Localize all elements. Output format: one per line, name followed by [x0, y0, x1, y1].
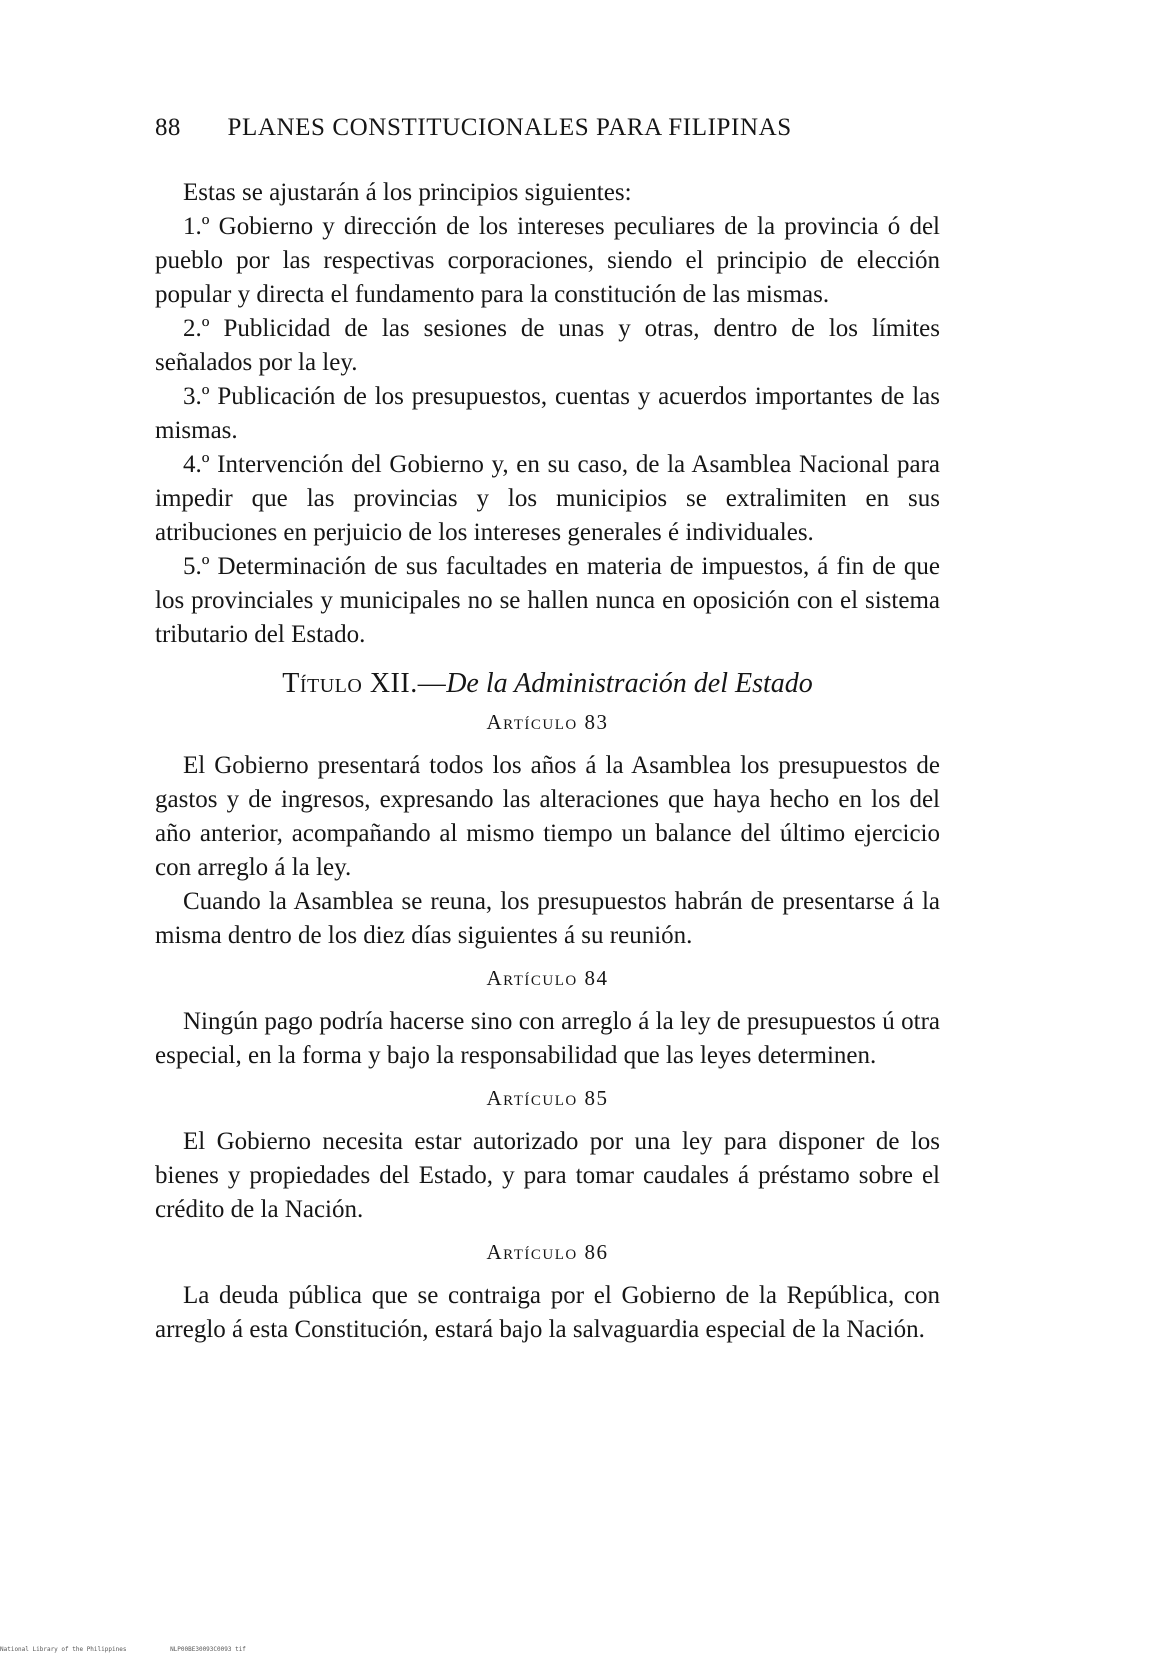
principle-1: 1.º Gobierno y dirección de los intereses peculiares de la provincia ó del pueblo por las respectivas corporaciones, siendo el principio de elección popular y directa el fundamento para la constitución de las mismas.	[155, 213, 940, 308]
article-86-heading: Artículo 86	[486, 1240, 609, 1264]
section-title-label: Título XII.—	[282, 668, 447, 699]
principle-5: 5.º Determinación de sus facultades en materia de impuestos, á fin de que los provinciales y municipales no se hallen nunca en oposición con el sistema tributario del Estado.	[155, 553, 940, 648]
footer-code: NLP00BE30093C0093 tif	[170, 1646, 246, 1653]
article-84-paragraph: Ningún pago podría hacerse sino con arreglo á la ley de presupuestos ú otra especial, en la forma y bajo la responsabilidad que las leyes determinen.	[155, 1008, 940, 1069]
scan-footer	[0, 1646, 286, 1653]
principle-3: 3.º Publicación de los presupuestos, cuentas y acuerdos importantes de las mismas.	[155, 383, 940, 444]
section-title	[155, 667, 940, 701]
page-number: 88	[155, 114, 181, 141]
article-85-heading: Artículo 85	[486, 1086, 609, 1110]
page-body	[155, 176, 940, 1347]
section-title-subtitle: De la Administración del Estado	[446, 668, 813, 699]
footer-library: National Library of the Philippines	[0, 1646, 127, 1653]
article-83-heading: Artículo 83	[486, 710, 609, 734]
principle-2: 2.º Publicidad de las sesiones de unas y otras, dentro de los límites señalados por la ley.	[155, 315, 940, 376]
article-85-paragraph: El Gobierno necesita estar autorizado por una ley para disponer de los bienes y propiedades del Estado, y para tomar caudales á préstamo sobre el crédito de la Nación.	[155, 1128, 940, 1223]
article-83-paragraph-1: El Gobierno presentará todos los años á la Asamblea los presupuestos de gastos y de ingresos, expresando las alteraciones que haya hecho en los del año anterior, acompañando al mismo tiempo un balance del último ejercicio con arreglo á la ley.	[155, 752, 940, 881]
article-86-paragraph: La deuda pública que se contraiga por el Gobierno de la República, con arreglo á esta Constitución, estará bajo la salvaguardia especial de la Nación.	[155, 1282, 940, 1343]
intro-paragraph: Estas se ajustarán á los principios siguientes:	[183, 179, 632, 206]
article-83-paragraph-2: Cuando la Asamblea se reuna, los presupuestos habrán de presentarse á la misma dentro de los diez días siguientes á su reunión.	[155, 888, 940, 949]
article-84-heading: Artículo 84	[486, 966, 609, 990]
running-title: PLANES CONSTITUCIONALES PARA FILIPINAS	[227, 114, 792, 141]
running-header	[155, 114, 895, 142]
principle-4: 4.º Intervención del Gobierno y, en su caso, de la Asamblea Nacional para impedir que las provincias y los municipios se extralimiten en sus atribuciones en perjuicio de los intereses generales é individuales.	[155, 451, 940, 546]
